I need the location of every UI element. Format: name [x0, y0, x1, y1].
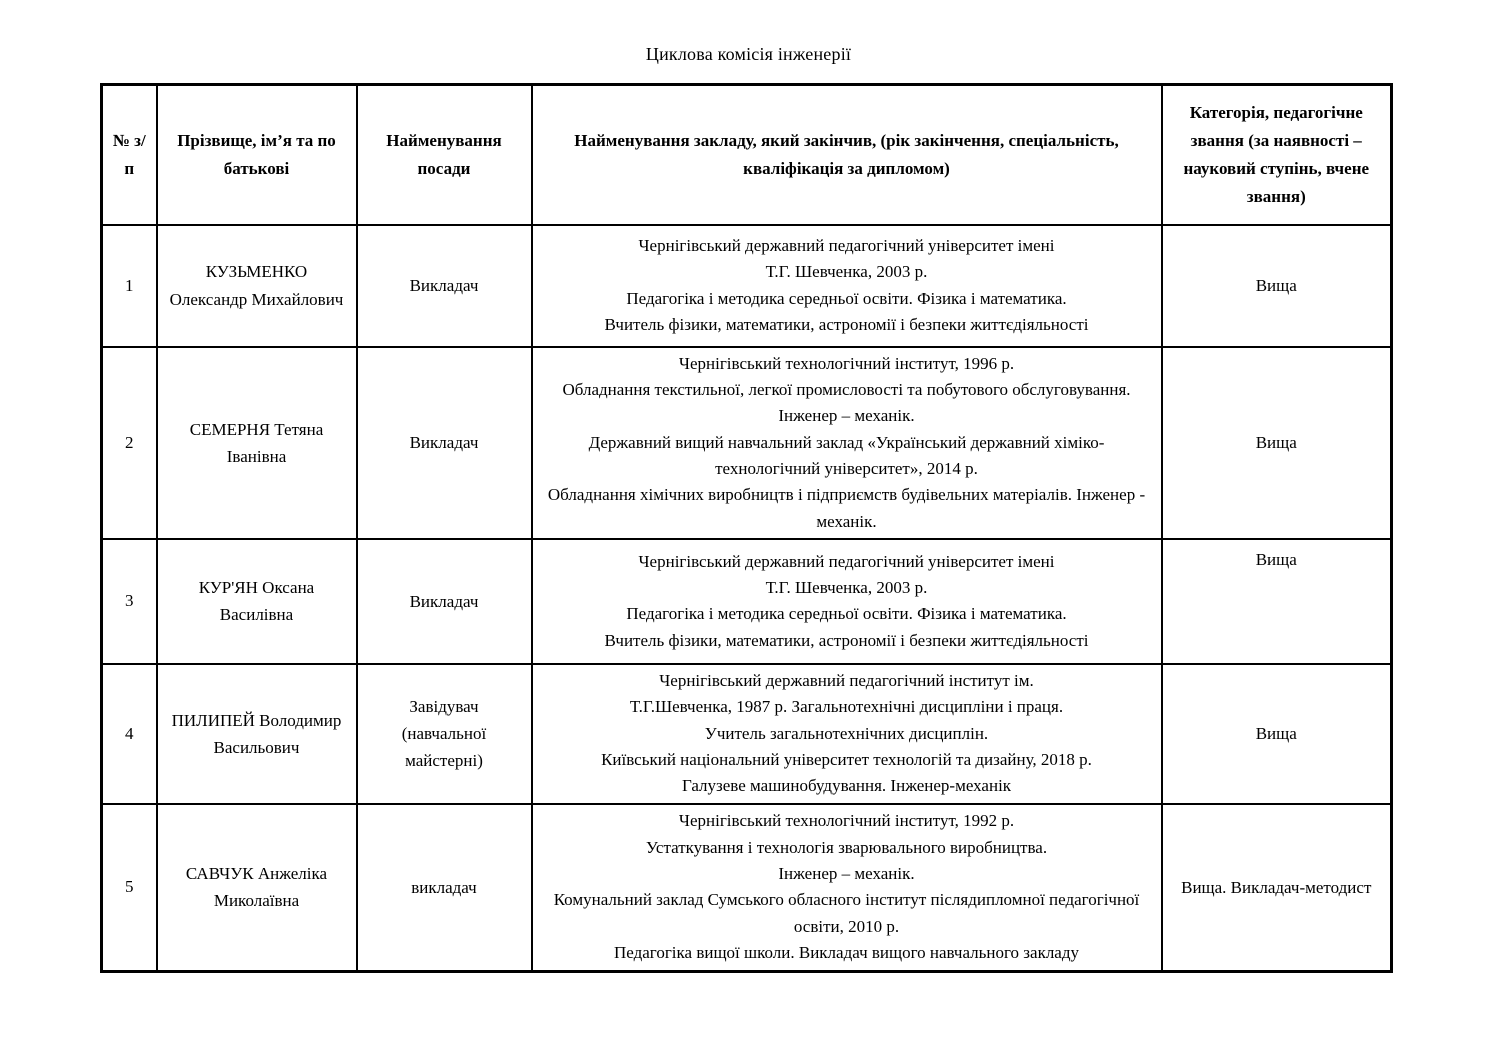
education-line: Педагогіка і методика середньої освіти. Фізика і математика.: [626, 288, 1067, 308]
page-title: Циклова комісія інженерії: [645, 44, 852, 64]
education-line: Устаткування і технологія зварювального виробництва.: [645, 837, 1048, 857]
position-label: Завідувач (навчальної майстерні): [357, 664, 532, 804]
category-label: Вища. Викладач-методист: [1162, 804, 1392, 972]
category-label: Вища: [1162, 347, 1392, 539]
education-line: Обладнання хімічних виробництв і підприємств будівельних матеріалів. Інженер - механік.: [547, 485, 1146, 531]
row-number: 4: [102, 664, 157, 804]
table-row: [102, 347, 1392, 539]
education-line: Чернігівський технологічний інститут, 1992 р.: [678, 811, 1015, 831]
col-header-category: Категорія, педагогічне звання (за наявності – науковий ступінь, вчене звання): [1162, 85, 1392, 225]
education-line: Т.Г. Шевченка, 2003 р.: [765, 578, 928, 598]
category-label: Вища: [1162, 539, 1392, 664]
row-number: 2: [102, 347, 157, 539]
col-header-name: Прізвище, ім’я та по батькові: [157, 85, 357, 225]
position-label: Викладач: [357, 347, 532, 539]
position-label: викладач: [357, 804, 532, 972]
col-header-education: Найменування закладу, який закінчив, (рік закінчення, спеціальність, кваліфікація за дипломом): [532, 85, 1162, 225]
education-line: Чернігівський державний педагогічний університет імені: [638, 235, 1055, 255]
education-cell: [532, 539, 1162, 664]
education-cell: [532, 664, 1162, 804]
education-line: Обладнання текстильної, легкої промисловості та побутового обслуговування. Інженер – механік.: [562, 379, 1131, 426]
education-line: Т.Г. Шевченка, 2003 р.: [765, 262, 928, 282]
education-line: Педагогіка вищої школи. Викладач вищого навчального закладу: [613, 943, 1080, 963]
education-line: Учитель загальнотехнічних дисциплін.: [704, 723, 989, 743]
category-label: Вища: [1162, 664, 1392, 804]
teacher-name: СЕМЕРНЯ Тетяна Іванівна: [157, 347, 357, 539]
table-row: [102, 225, 1392, 347]
education-line: Комунальний заклад Сумського обласного інститут післядипломної педагогічної освіти, 2010 р.: [553, 890, 1140, 936]
row-number: 3: [102, 539, 157, 664]
col-header-number: № з/п: [102, 85, 157, 225]
education-cell: [532, 804, 1162, 972]
header-row: [102, 85, 1392, 225]
education-cell: [532, 347, 1162, 539]
row-number: 1: [102, 225, 157, 347]
education-line: Інженер – механік.: [778, 864, 915, 884]
education-line: Чернігівський державний педагогічний університет імені: [638, 551, 1055, 571]
table-row: [102, 539, 1392, 664]
teacher-name: КУЗЬМЕНКО Олександр Михайлович: [157, 225, 357, 347]
education-cell: [532, 225, 1162, 347]
table-body: [102, 225, 1392, 972]
table-row: [102, 664, 1392, 804]
education-line: Т.Г.Шевченка, 1987 р. Загальнотехнічні дисципліни і праця.: [629, 697, 1064, 717]
education-line: Державний вищий навчальний заклад «Український державний хіміко-технологічний університет», 2014 р.: [588, 432, 1105, 478]
table-row: [102, 804, 1392, 972]
category-label: Вища: [1162, 225, 1392, 347]
education-line: Чернігівський державний педагогічний інститут ім.: [659, 670, 1034, 690]
teacher-name: КУР'ЯН Оксана Василівна: [157, 539, 357, 664]
education-line: Чернігівський технологічний інститут, 1996 р.: [678, 353, 1015, 373]
position-label: Викладач: [357, 539, 532, 664]
staff-table: [100, 83, 1393, 973]
position-label: Викладач: [357, 225, 532, 347]
education-line: Київський національний університет технологій та дизайну, 2018 р.: [601, 749, 1092, 769]
col-header-position: Найменування посади: [357, 85, 532, 225]
education-line: Вчитель фізики, математики, астрономії і безпеки життєдіяльності: [604, 314, 1089, 334]
row-number: 5: [102, 804, 157, 972]
education-line: Вчитель фізики, математики, астрономії і безпеки життєдіяльності: [604, 630, 1089, 650]
teacher-name: САВЧУК Анжеліка Миколаївна: [157, 804, 357, 972]
teacher-name: ПИЛИПЕЙ Володимир Васильович: [157, 664, 357, 804]
education-line: Галузеве машинобудування. Інженер-механік: [681, 776, 1012, 796]
education-line: Педагогіка і методика середньої освіти. Фізика і математика.: [626, 604, 1067, 624]
